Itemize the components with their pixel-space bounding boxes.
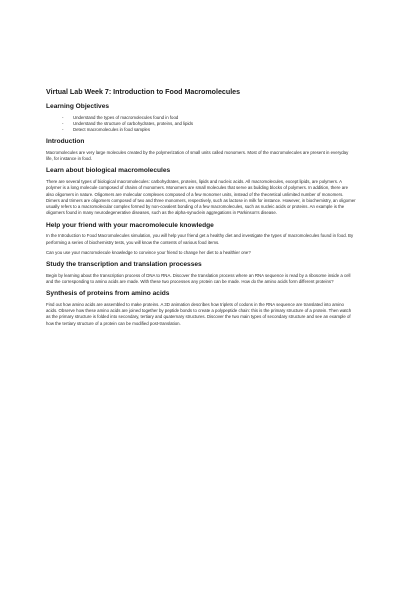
objective-item: - Understand the types of macromolecules found in food [62,114,179,120]
macromolecules-paragraph: There are several types of biological macromolecules: carbohydrates, proteins, lipids and nucleic acids. All macromolecules, except lipids, are polymers. A polymer is a long molecule composed of chains of monomers. Monomers are small molecules that serve as building blocks of polymers. In addition, there are also oligomers in nature. Oligomers are molecular complexes composed of a few monomer units, instead of the theoretical unlimited number of monomers. Dimers and trimers are oligomers composed of two and three monomers, respectively, such as lactose in milk for instance. However, in biochemistry, an oligomer usually refers to a macromolecular complex formed by non-covalent bonding of a few macromolecules, such as nucleic acids or proteins. An example is the oligomers found in many neurodegenerative diseases, such as the alpha-synuclein aggregations in Parkinson's disease. [46,178,356,216]
help-friend-paragraph: In the Introduction to Food Macromolecules simulation, you will help your friend get a healthy diet and investigate the types of macromolecules found in food. By performing a series of biochemistry tests, you will know the contents of various food items. [46,233,354,245]
objective-item: - Detect macromolecules in food samples [62,127,151,133]
heading-help-friend: Help your friend with your macromolecule knowledge [46,221,214,229]
heading-introduction: Introduction [46,138,85,146]
bullet-glyph: - [62,120,64,126]
heading-protein-synthesis: Synthesis of proteins from amino acids [46,290,170,298]
bullet-glyph: - [62,127,64,133]
heading-learning-objectives: Learning Objectives [46,103,110,110]
protein-synthesis-paragraph: Find out how amino acids are assembled to make proteins. A 3D animation describes how triplets of codons in the RNA sequence are translated into amino acids. Observe how these amino acids are joined together by peptide bonds to create a polypeptide chain: this is the primary structure of a protein. Then watch as the primary structure is folded into secondary, tertiary and quaternary structures. Discover the two main types of secondary structure and see an example of how the tertiary structure of a protein can be modified post-translation. [46,301,352,326]
heading-biological-macromolecules: Learn about biological macromolecules [46,167,171,175]
introduction-paragraph: Macromolecules are very large molecules created by the polymerization of small units called monomers. Most of the macromolecules are present in everyday life, for instance in food. [46,149,349,162]
document-page [46,88,356,331]
document-title: Virtual Lab Week 7: Introduction to Food Macromolecules [46,88,241,96]
objectives-list [46,115,356,134]
bullet-glyph: - [62,114,64,120]
transcription-paragraph: Begin by learning about the transcription process of DNA to RNA. Discover the translation process where an RNA sequence is read by a ribosome inside a cell and the corresponding to amino acids are made. With these two processes any protein can be made. How do the amino acids form different proteins? [46,272,351,284]
objective-item: - Understand the structure of carbohydrates, proteins, and lipids [62,120,194,126]
heading-transcription-translation: Study the transcription and translation processes [46,261,202,269]
help-friend-question: Can you use your macromolecule knowledge to convince your friend to change her diet to a healthier one? [46,249,251,255]
